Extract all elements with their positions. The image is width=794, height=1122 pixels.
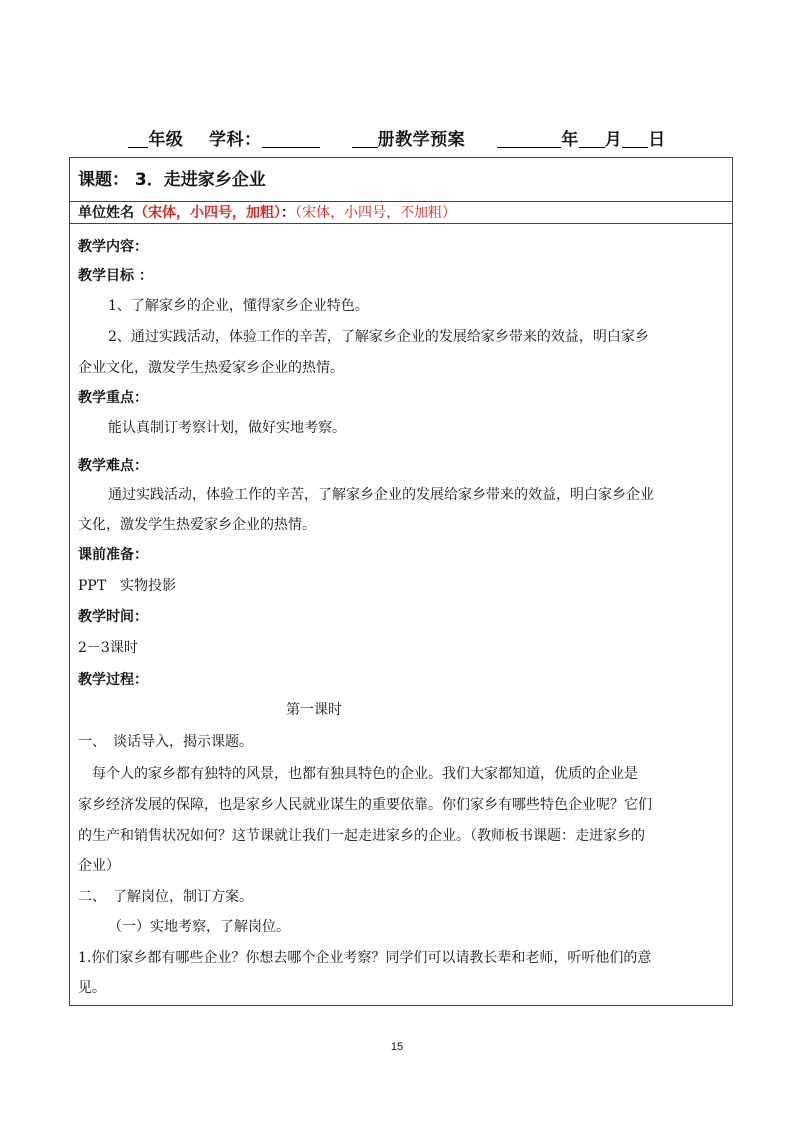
question-1-line-2: 见。 (78, 980, 106, 996)
paragraph-1-line-4: 企业） (78, 858, 120, 874)
content-label: 教学内容： (78, 239, 148, 255)
day-label: 日 (648, 130, 666, 150)
year-label: 年 (561, 130, 579, 150)
book-blank (352, 131, 378, 148)
unit-name-format-bold: （宋体，小四号，加粗） (134, 205, 281, 221)
sub-step-1-heading: （一）实地考察，了解岗位。 (108, 919, 290, 935)
unit-name-format-normal: （宋体，小四号，不加粗） (295, 205, 456, 221)
difficulty-label: 教学难点： (78, 458, 148, 474)
subject-label: 学科： (209, 130, 262, 150)
paragraph-1-line-3: 的生产和销售状况如何？这节课就让我们一起走进家乡的企业。（教师板书课题：走进家乡的 (78, 828, 645, 844)
paragraph-1-line-1: 每个人的家乡都有独特的风景，也都有独具特色的企业。我们大家都知道，优质的企业是 (92, 766, 638, 782)
book-label: 册教学预案 (377, 130, 466, 150)
paragraph-1-line-2: 家乡经济发展的保障，也是家乡人民就业谋生的重要依靠。你们家乡有哪些特色企业呢？它们 (78, 797, 652, 813)
preparation-text: PPT 实物投影 (78, 578, 177, 594)
lesson-title: 课题： 3．走进家乡企业 (70, 158, 732, 202)
grade-blank (128, 131, 148, 148)
month-label: 月 (604, 130, 623, 150)
goal-item-1: 1、了解家乡的企业，懂得家乡企业特色。 (108, 298, 369, 314)
unit-name-row (70, 202, 732, 224)
unit-name-colon: ： (281, 205, 295, 221)
subject-blank (262, 131, 320, 148)
preparation-label: 课前准备： (78, 547, 148, 563)
month-blank (579, 131, 605, 148)
difficulty-text-cont: 文化，激发学生热爱家乡企业的热情。 (78, 517, 316, 533)
unit-name-label: 单位姓名 (78, 205, 134, 221)
day-blank (622, 131, 648, 148)
question-1-line-1: 1.你们家乡都有哪些企业？你想去哪个企业考察？同学们可以请教长辈和老师，听听他们的意 (78, 950, 652, 966)
lesson-heading: 第一课时 (286, 702, 342, 718)
difficulty-text: 通过实践活动，体验工作的辛苦，了解家乡企业的发展给家乡带来的效益，明白家乡企业 (108, 487, 654, 503)
grade-label: 年级 (148, 130, 184, 150)
teaching-time-text: 2－3课时 (78, 640, 138, 656)
teaching-time-label: 教学时间： (78, 609, 148, 625)
key-point-text: 能认真制订考察计划，做好实地考察。 (108, 420, 346, 436)
plan-header (0, 125, 794, 150)
year-blank (497, 131, 561, 148)
goal-item-2: 2、通过实践活动，体验工作的辛苦，了解家乡企业的发展给家乡带来的效益，明白家乡 (108, 329, 649, 345)
goal-label: 教学目标 ： (78, 268, 153, 284)
step-1-heading: 一、 谈话导入，揭示课题。 (78, 734, 253, 750)
key-point-label: 教学重点： (78, 390, 148, 406)
process-label: 教学过程： (78, 672, 148, 688)
lesson-plan-table (69, 157, 733, 1006)
step-2-heading: 二、 了解岗位，制订方案。 (78, 889, 253, 905)
page-number: 15 (390, 1041, 404, 1053)
goal-item-2-cont: 企业文化，激发学生热爱家乡企业的热情。 (78, 360, 344, 376)
